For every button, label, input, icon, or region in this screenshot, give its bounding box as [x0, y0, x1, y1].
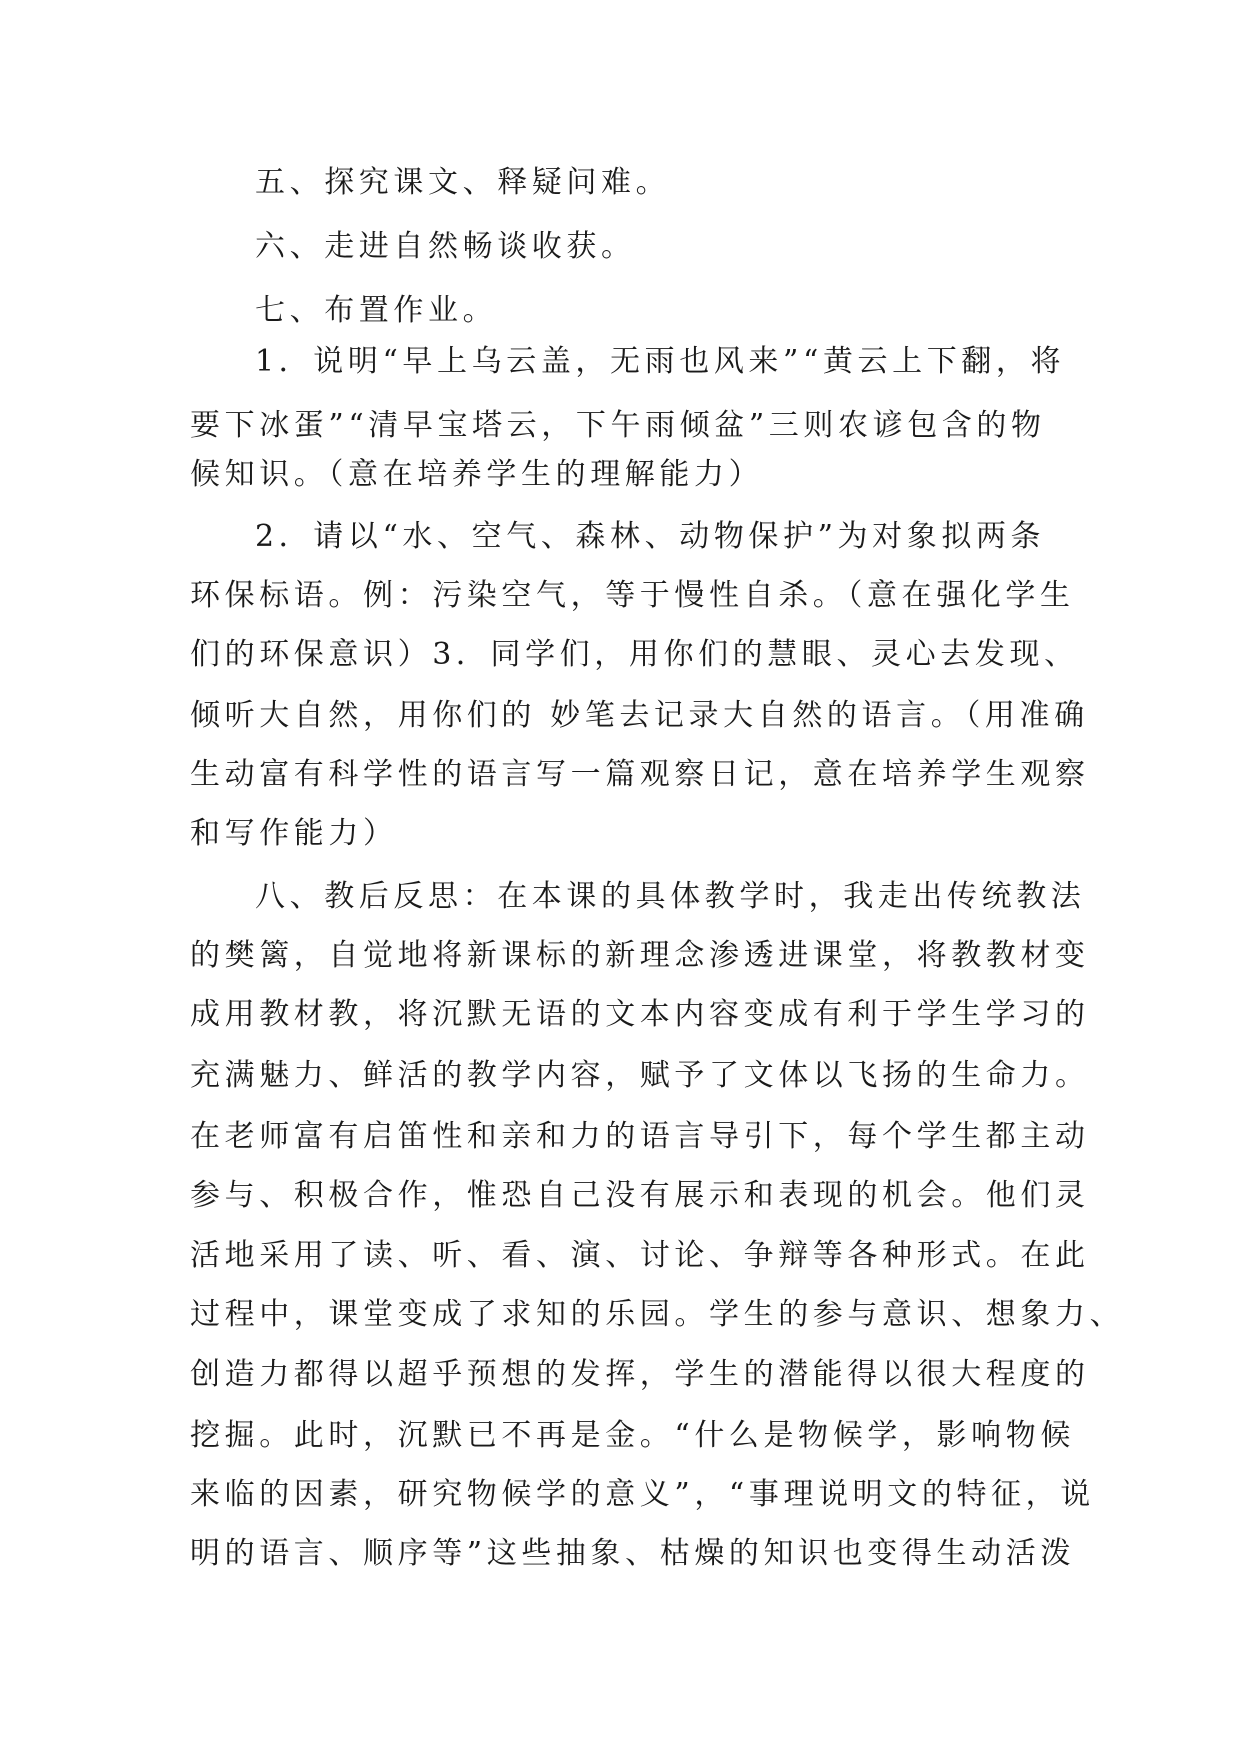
- paragraph-line: 候知识。（意在培养学生的理解能力）: [190, 457, 764, 492]
- paragraph-line: 挖掘。此时，沉默已不再是金。“什么是物候学，影响物候: [190, 1418, 1075, 1453]
- heading-step-7: 七、布置作业。: [255, 293, 498, 328]
- paragraph-line: 们的环保意识）3．同学们，用你们的慧眼、灵心去发现、: [190, 637, 1079, 672]
- paragraph-line: 充满魅力、鲜活的教学内容，赋予了文体以飞扬的生命力。: [190, 1058, 1090, 1093]
- paragraph-line: 倾听大自然，用你们的 妙笔去记录大自然的语言。（用准确: [190, 698, 1089, 733]
- heading-step-5: 五、探究课文、释疑问难。: [255, 165, 671, 200]
- paragraph-line: 生动富有科学性的语言写一篇观察日记，意在培养学生观察: [190, 757, 1090, 792]
- paragraph-line: 的樊篱，自觉地将新课标的新理念渗透进课堂，将教教材变: [190, 938, 1090, 973]
- paragraph-line: 过程中，课堂变成了求知的乐园。学生的参与意识、想象力、: [190, 1297, 1125, 1332]
- paragraph-line: 成用教材教，将沉默无语的文本内容变成有利于学生学习的: [190, 997, 1090, 1032]
- heading-step-6: 六、走进自然畅谈收获。: [255, 229, 636, 264]
- paragraph-line: 在老师富有启笛性和亲和力的语言导引下，每个学生都主动: [190, 1119, 1090, 1154]
- paragraph-line: 1．说明“早上乌云盖，无雨也风来”“黄云上下翻，将: [255, 344, 1066, 379]
- paragraph-line: 明的语言、顺序等”这些抽象、枯燥的知识也变得生动活泼: [190, 1536, 1075, 1571]
- paragraph-line: 2．请以“水、空气、森林、动物保护”为对象拟两条: [255, 519, 1046, 554]
- paragraph-line: 创造力都得以超乎预想的发挥，学生的潜能得以很大程度的: [190, 1357, 1090, 1392]
- paragraph-line: 和写作能力）: [190, 816, 398, 851]
- paragraph-line: 来临的因素，研究物候学的意义”，“事理说明文的特征，说: [190, 1477, 1095, 1512]
- paragraph-line: 要下冰蛋”“清早宝塔云，下午雨倾盆”三则农谚包含的物: [190, 408, 1046, 443]
- paragraph-line: 参与、积极合作，惟恐自己没有展示和表现的机会。他们灵: [190, 1178, 1090, 1213]
- paragraph-line: 活地采用了读、听、看、演、讨论、争辩等各种形式。在此: [190, 1238, 1090, 1273]
- heading-step-8: 八、教后反思：在本课的具体教学时，我走出传统教法: [255, 879, 1086, 914]
- paragraph-line: 环保标语。例：污染空气，等于慢性自杀。（意在强化学生: [190, 578, 1075, 613]
